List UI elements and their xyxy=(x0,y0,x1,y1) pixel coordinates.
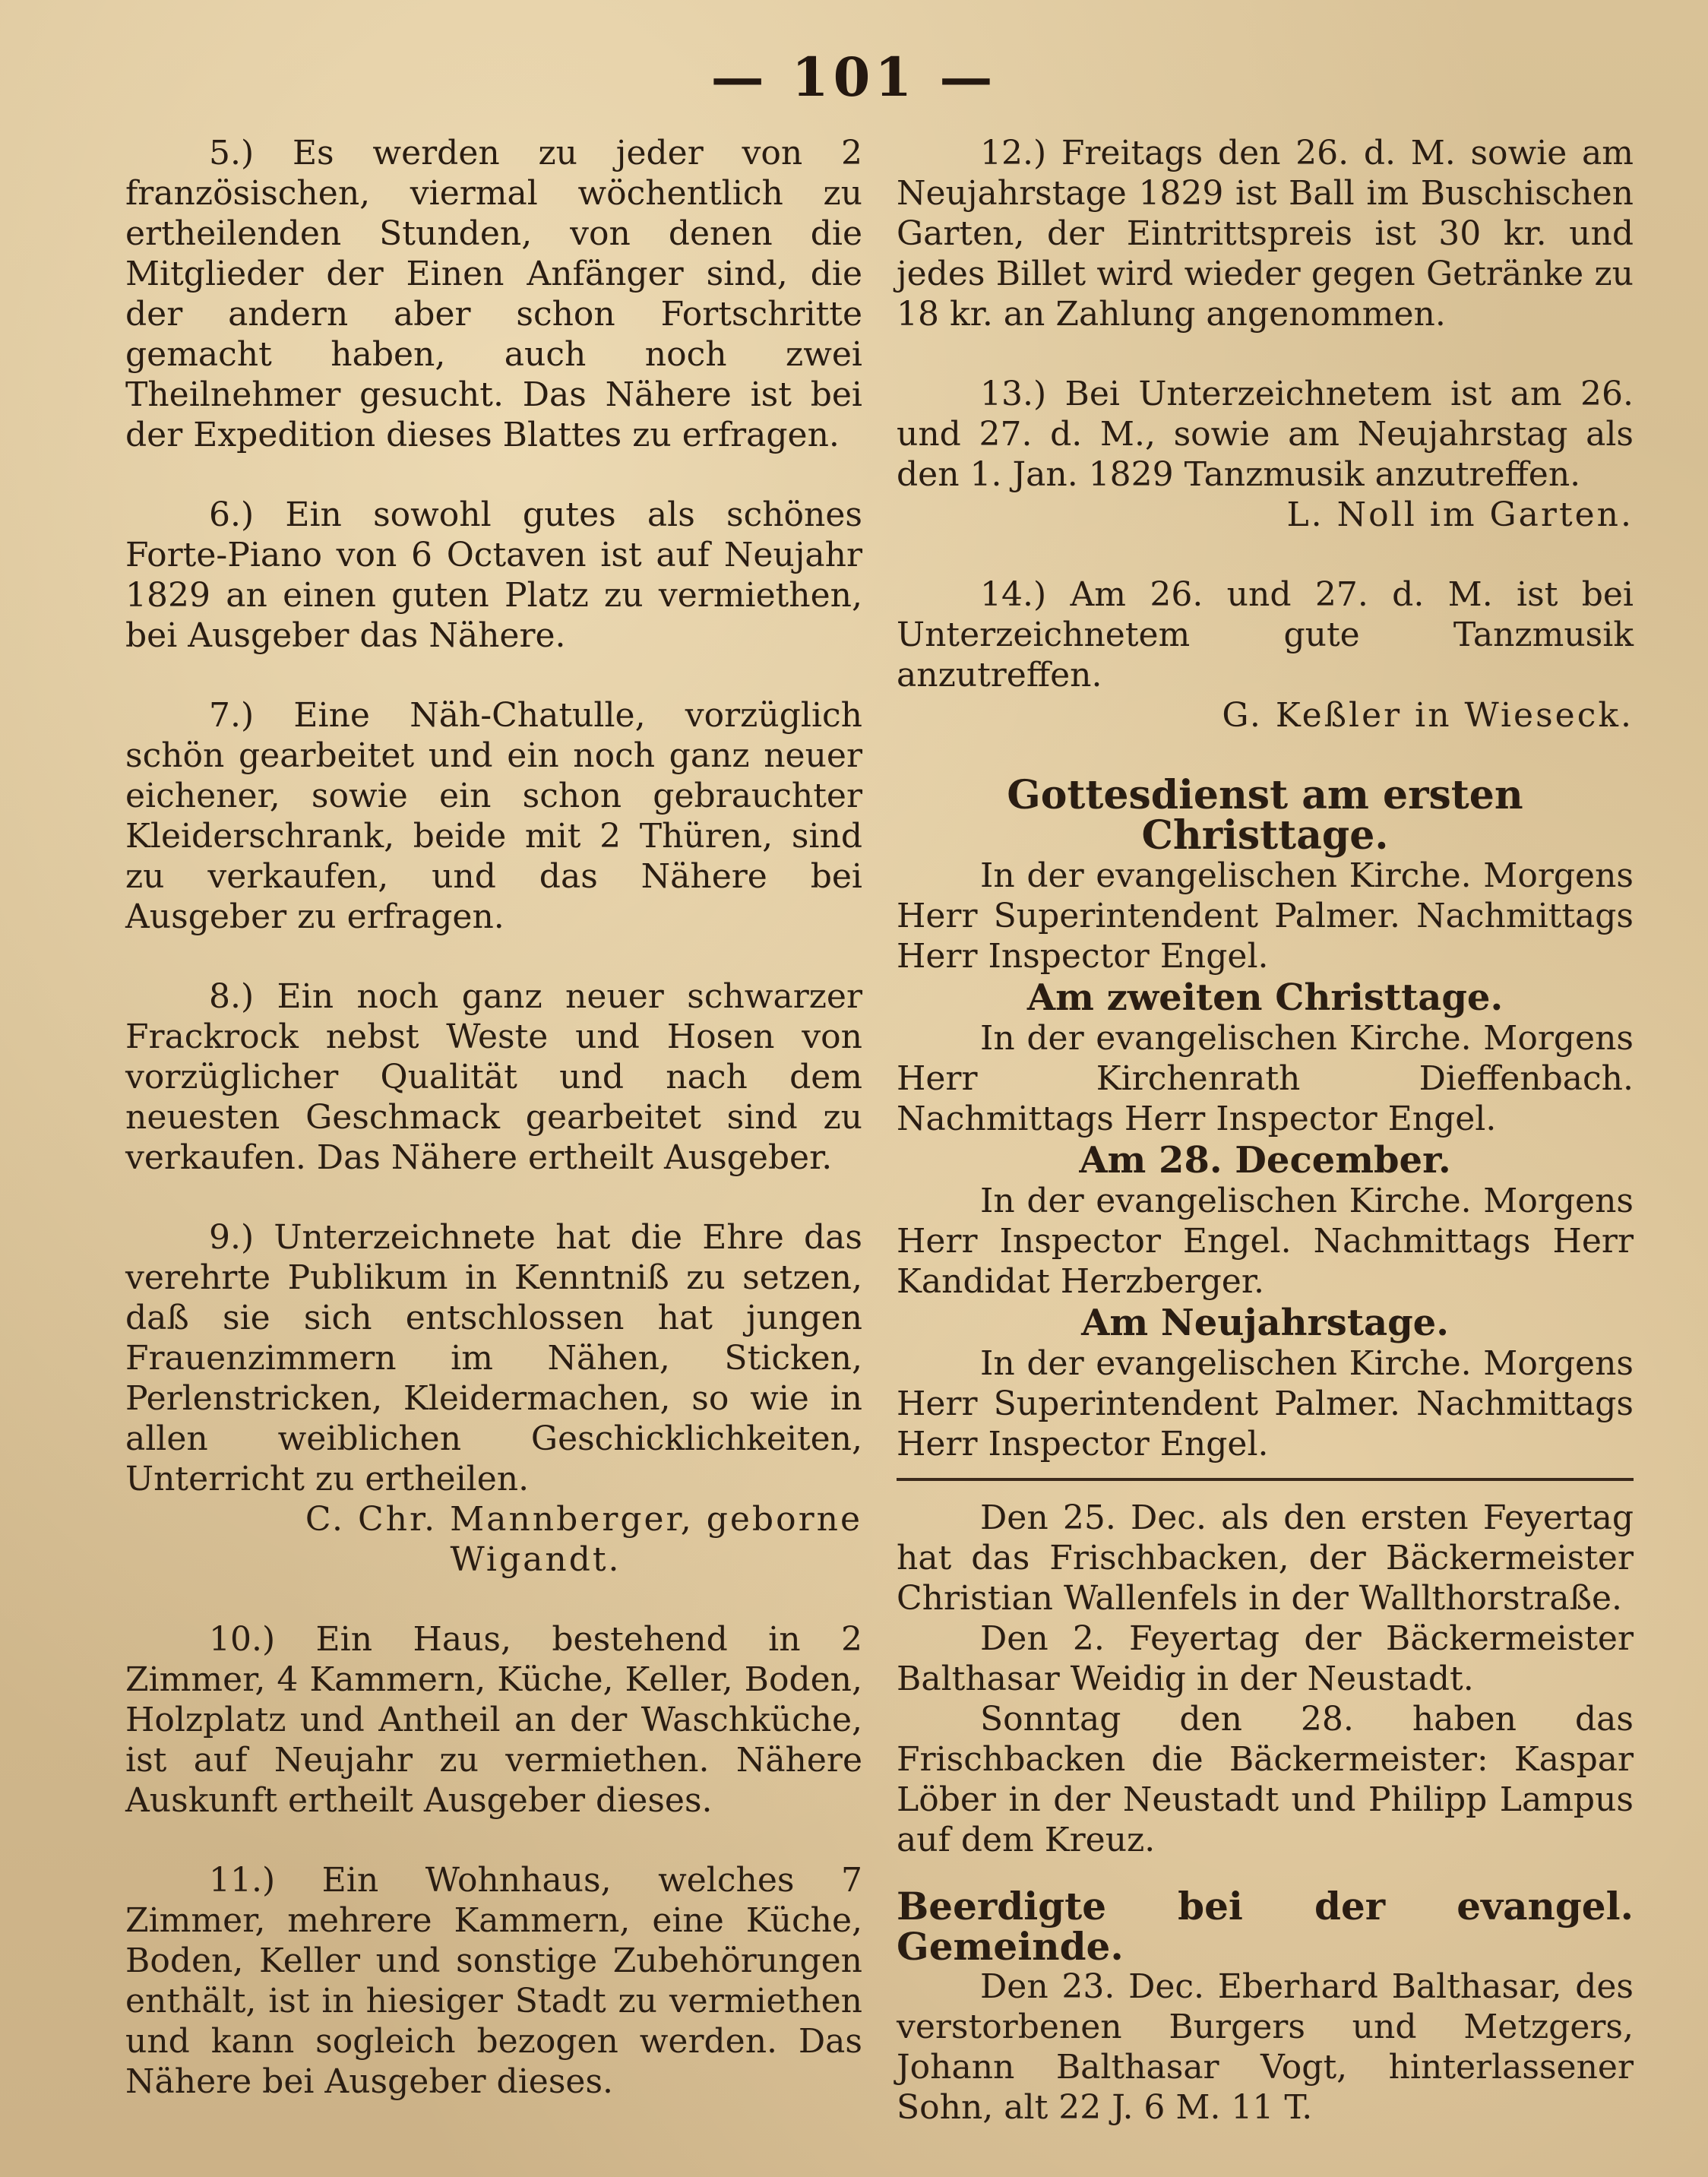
bakery-notice: Sonntag den 28. haben das Frischbacken die Bäckermeister: Kaspar Löber in der Neustadt und Philipp Lampus auf dem Kreuz. xyxy=(897,1700,1634,1859)
left-column xyxy=(125,133,862,2141)
advertisement-9 xyxy=(125,1217,862,1580)
advertisement-8 xyxy=(125,976,862,1178)
burial-entry: Den 23. Dec. Eberhard Balthasar, des verstorbenen Burgers und Metzgers, Johann Balthasar Vogt, hinterlassener Sohn, alt 22 J. 6 M. 11 T. xyxy=(897,1967,1634,2127)
ad-signature: C. Chr. Mannberger, geborne xyxy=(305,1500,862,1539)
ad-text: 6.) Ein sowohl gutes als schönes Forte-Piano von 6 Octaven ist auf Neujahr 1829 an einen guten Platz zu vermiethen, bei Ausgeber das Nähere. xyxy=(125,495,862,655)
ad-text: 14.) Am 26. und 27. d. M. ist bei Unterzeichnetem gute Tanzmusik anzutreffen. xyxy=(897,575,1634,695)
service-entry: In der evangelischen Kirche. Morgens Herr Kirchenrath Dieffenbach. Nachmittags Herr Inspector Engel. xyxy=(897,1019,1634,1138)
bakery-notice: Den 2. Feyertag der Bäckermeister Balthasar Weidig in der Neustadt. xyxy=(897,1619,1634,1698)
ad-text: 5.) Es werden zu jeder von 2 französischen, viermal wöchentlich zu ertheilenden Stunden, von denen die Mitglieder der Einen Anfänger sind, die der andern aber schon Fortschritte gemacht haben, auch noch zwei Theilnehmer gesucht. Das Nähere ist bei der Expedition dieses Blattes zu erfragen. xyxy=(125,134,862,454)
ad-signature-2: Wigandt. xyxy=(450,1540,622,1579)
bakery-notice: Den 25. Dec. als den ersten Feyertag hat das Frischbacken, der Bäckermeister Christian Wallenfels in der Wallthorstraße. xyxy=(897,1498,1634,1618)
service-day-heading: Am zweiten Christtage. xyxy=(1026,976,1504,1019)
service-day-heading: Am Neujahrstage. xyxy=(1081,1302,1449,1344)
ad-text: 12.) Freitags den 26. d. M. sowie am Neujahrstage 1829 ist Ball im Buschischen Garten, der Eintrittspreis ist 30 kr. und jedes Billet wird wieder gegen Getränke zu 18 kr. an Zahlung angenommen. xyxy=(897,134,1634,334)
advertisement-5 xyxy=(125,133,862,455)
advertisement-7 xyxy=(125,695,862,937)
services-heading: Gottesdienst am ersten Christtage. xyxy=(1007,772,1523,859)
ad-text: 10.) Ein Haus, bestehend in 2 Zimmer, 4 Kammern, Küche, Keller, Boden, Holzplatz und Antheil an der Waschküche, ist auf Neujahr zu vermiethen. Nähere Auskunft ertheilt Ausgeber dieses. xyxy=(125,1620,862,1820)
service-entry: In der evangelischen Kirche. Morgens Herr Superintendent Palmer. Nachmittags Herr Inspector Engel. xyxy=(897,1344,1634,1463)
advertisement-12 xyxy=(897,133,1634,334)
section-divider xyxy=(897,1478,1634,1481)
ad-signature: G. Keßler in Wieseck. xyxy=(1222,696,1634,735)
right-column xyxy=(897,133,1634,2128)
ad-text: 11.) Ein Wohnhaus, welches 7 Zimmer, mehrere Kammern, eine Küche, Boden, Keller und sonstige Zubehörungen enthält, ist in hiesiger Stadt zu vermiethen und kann sogleich bezogen werden. Das Nähere bei Ausgeber dieses. xyxy=(125,1861,862,2101)
service-entry: In der evangelischen Kirche. Morgens Herr Superintendent Palmer. Nachmittags Herr Inspector Engel. xyxy=(897,856,1634,976)
ad-text: 13.) Bei Unterzeichnetem ist am 26. und 27. d. M., sowie am Neujahrstag als den 1. Jan. 1829 Tanzmusik anzutreffen. xyxy=(897,375,1634,494)
burials-heading: Beerdigte bei der evangel. Gemeinde. xyxy=(897,1884,1634,1969)
advertisement-10 xyxy=(125,1619,862,1821)
ad-text: 7.) Eine Näh-Chatulle, vorzüglich schön gearbeitet und ein noch ganz neuer eichener, sowie ein schon gebrauchter Kleiderschrank, beide mit 2 Thüren, sind zu verkaufen, und das Nähere bei Ausgeber zu erfragen. xyxy=(125,696,862,936)
service-entry: In der evangelischen Kirche. Morgens Herr Inspector Engel. Nachmittags Herr Kandidat Herzberger. xyxy=(897,1182,1634,1301)
service-day-heading: Am 28. December. xyxy=(1079,1139,1451,1182)
page-number: — 101 — xyxy=(710,46,998,109)
advertisement-14 xyxy=(897,574,1634,736)
advertisement-6 xyxy=(125,495,862,656)
ad-text: 9.) Unterzeichnete hat die Ehre das verehrte Publikum in Kenntniß zu setzen, daß sie sich entschlossen hat jungen Frauenzimmern im Nähen, Sticken, Perlenstricken, Kleidermachen, so wie in allen weiblichen Geschicklichkeiten, Unterricht zu ertheilen. xyxy=(125,1218,862,1498)
advertisement-13 xyxy=(897,374,1634,535)
advertisement-11 xyxy=(125,1860,862,2102)
ad-text: 8.) Ein noch ganz neuer schwarzer Frackrock nebst Weste und Hosen von vorzüglicher Qualität und nach dem neuesten Geschmack gearbeitet sind zu verkaufen. Das Nähere ertheilt Ausgeber. xyxy=(125,977,862,1177)
ad-signature: L. Noll im Garten. xyxy=(1286,495,1634,534)
